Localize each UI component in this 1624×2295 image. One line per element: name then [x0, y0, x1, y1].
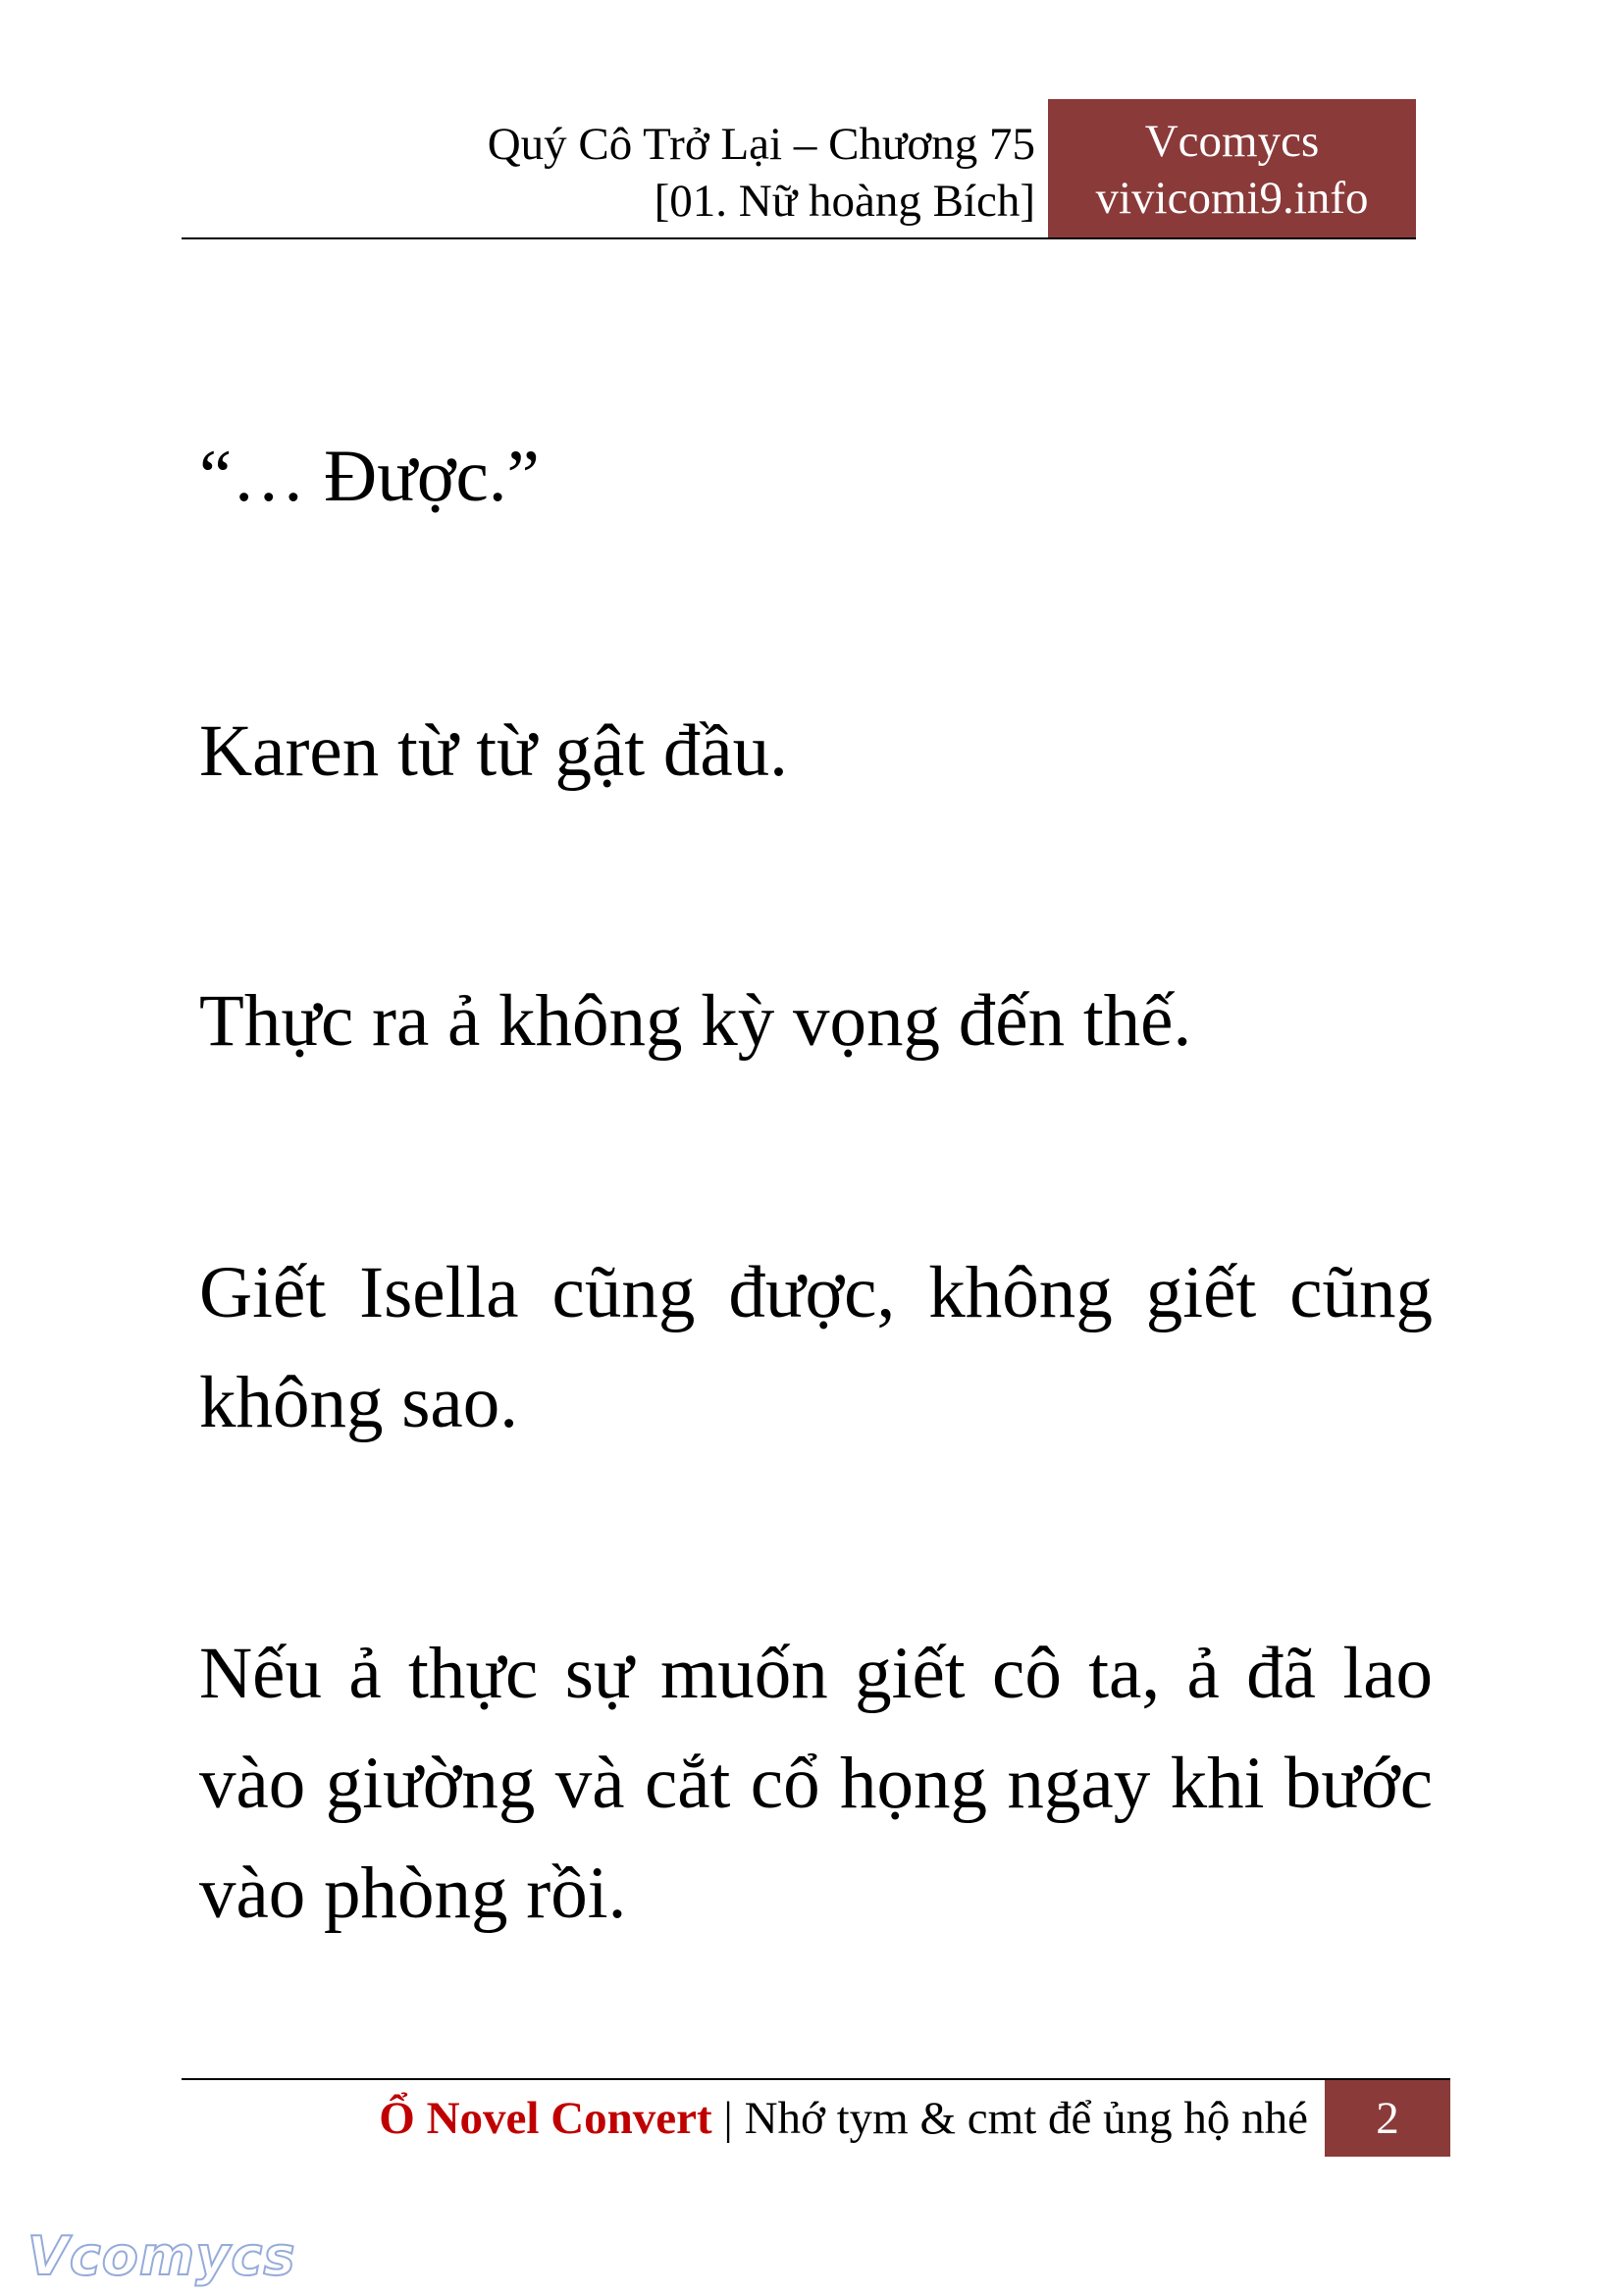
- footer-brand: Ổ Novel Convert: [379, 2093, 712, 2144]
- paragraph-2: Karen từ từ gật đầu.: [199, 710, 788, 792]
- page-number: 2: [1325, 2080, 1450, 2157]
- page-header: [182, 116, 1035, 230]
- page-footer: [182, 2090, 1308, 2147]
- paragraph-4: Giết Isella cũng được, không giết cũng không sao.: [199, 1252, 1433, 1443]
- paragraph-1: “… Được.”: [199, 436, 540, 517]
- header-site-box: [1048, 99, 1416, 238]
- header-divider: [182, 237, 1416, 239]
- site-url: vivicomi9.info: [1095, 173, 1369, 224]
- footer-message: Nhớ tym & cmt để ủng hộ nhé: [744, 2093, 1308, 2144]
- header-title-line2: [01. Nữ hoàng Bích]: [654, 176, 1035, 227]
- paragraph-5: Nếu ả thực sự muốn giết cô ta, ả đã lao vào giường và cắt cổ họng ngay khi bước vào phòng rồi.: [199, 1633, 1433, 1934]
- footer-divider: [182, 2078, 1450, 2080]
- footer-separator: |: [711, 2093, 745, 2144]
- paragraph-3: Thực ra ả không kỳ vọng đến thế.: [199, 980, 1192, 1062]
- site-name: Vcomycs: [1144, 116, 1320, 167]
- watermark-logo: Vcomycs: [27, 2225, 296, 2287]
- header-title-line1: Quý Cô Trở Lại – Chương 75: [487, 119, 1035, 170]
